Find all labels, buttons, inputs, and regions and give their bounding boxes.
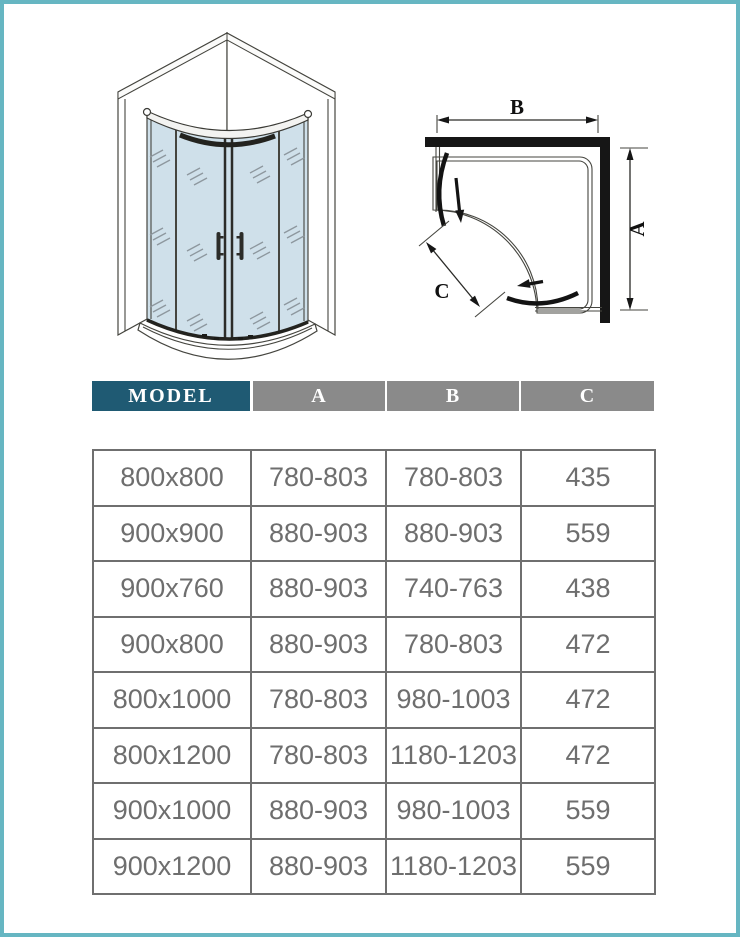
glass-panels xyxy=(147,115,308,340)
spec-table xyxy=(92,449,656,895)
cell-c: 559 xyxy=(521,783,655,839)
table-row xyxy=(93,450,655,506)
cell-b: 1180-1203 xyxy=(386,728,521,784)
dim-a-label: A xyxy=(625,221,649,237)
cell-a: 880-903 xyxy=(251,561,386,617)
cell-model: 900x1200 xyxy=(93,839,251,895)
table-row xyxy=(93,672,655,728)
table-header-model: MODEL xyxy=(92,381,250,411)
plan-drawing xyxy=(415,90,665,370)
cell-model: 900x900 xyxy=(93,506,251,562)
cell-model: 800x1000 xyxy=(93,672,251,728)
table-header-row xyxy=(92,381,654,411)
cell-b: 880-903 xyxy=(386,506,521,562)
fixed-panels xyxy=(436,147,602,311)
top-wall xyxy=(425,137,610,147)
dim-c-label: C xyxy=(434,279,450,303)
cell-c: 472 xyxy=(521,728,655,784)
dimension-a xyxy=(620,148,649,310)
table-row xyxy=(93,783,655,839)
table-row xyxy=(93,728,655,784)
cell-c: 472 xyxy=(521,672,655,728)
cell-c: 472 xyxy=(521,617,655,673)
cell-b: 780-803 xyxy=(386,617,521,673)
dim-b-label: B xyxy=(509,95,525,119)
dimension-b xyxy=(437,95,598,133)
perspective-drawing xyxy=(90,20,370,365)
table-row xyxy=(93,561,655,617)
cell-c: 559 xyxy=(521,506,655,562)
table-row xyxy=(93,506,655,562)
cell-a: 780-803 xyxy=(251,450,386,506)
table-header-b: B xyxy=(387,381,519,411)
cell-b: 1180-1203 xyxy=(386,839,521,895)
dimension-c xyxy=(419,221,505,317)
cell-b: 740-763 xyxy=(386,561,521,617)
cell-b: 980-1003 xyxy=(386,783,521,839)
side-wall xyxy=(600,137,610,323)
cell-a: 880-903 xyxy=(251,506,386,562)
cell-a: 780-803 xyxy=(251,728,386,784)
table-row xyxy=(93,617,655,673)
sliding-doors xyxy=(439,153,578,303)
cell-a: 880-903 xyxy=(251,839,386,895)
cell-model: 900x760 xyxy=(93,561,251,617)
cell-c: 559 xyxy=(521,839,655,895)
cell-b: 780-803 xyxy=(386,450,521,506)
table-row xyxy=(93,839,655,895)
cell-model: 900x800 xyxy=(93,617,251,673)
table-header-a: A xyxy=(253,381,385,411)
cell-a: 880-903 xyxy=(251,783,386,839)
cell-c: 438 xyxy=(521,561,655,617)
cell-model: 800x800 xyxy=(93,450,251,506)
cell-b: 980-1003 xyxy=(386,672,521,728)
cell-a: 780-803 xyxy=(251,672,386,728)
cell-c: 435 xyxy=(521,450,655,506)
cell-model: 800x1200 xyxy=(93,728,251,784)
table-header-c: C xyxy=(521,381,654,411)
cell-model: 900x1000 xyxy=(93,783,251,839)
cell-a: 880-903 xyxy=(251,617,386,673)
